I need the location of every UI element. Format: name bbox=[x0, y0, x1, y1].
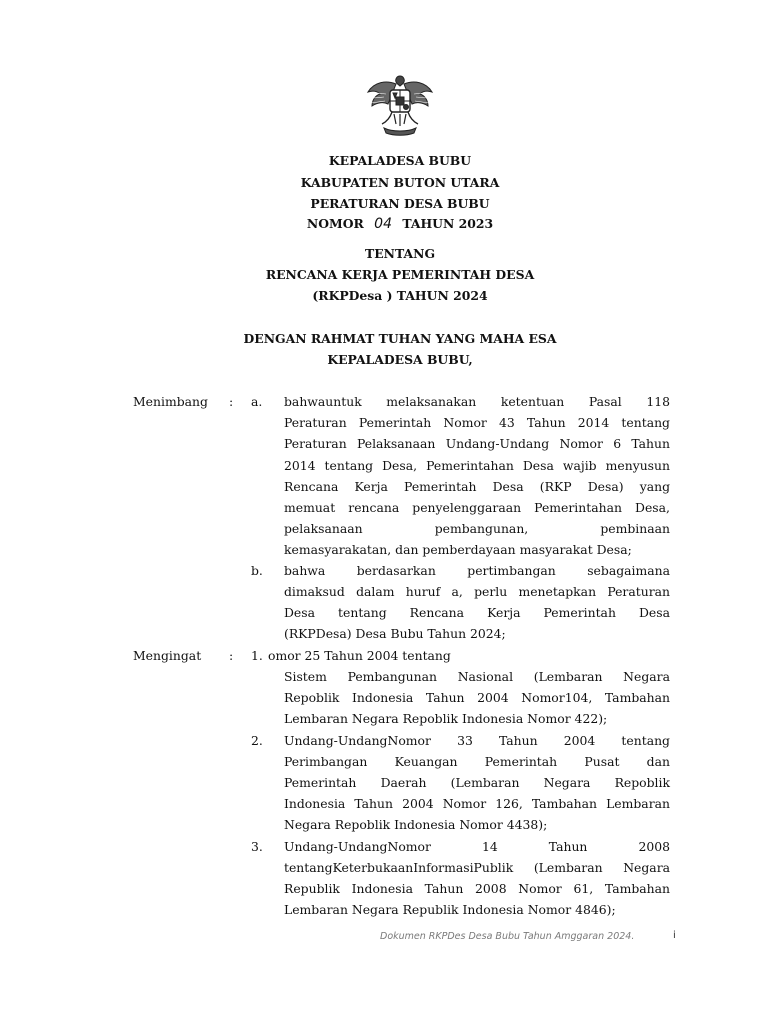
clause-line: Peraturan Pemerintah Nomor 43 Tahun 2014 tentang bbox=[284, 415, 670, 430]
clause-line: Repoblik Indonesia Tahun 2004 Nomor104, Tambahan bbox=[284, 690, 670, 705]
clause-line: tentangKeterbukaanInformasiPublik (Lembaran Negara bbox=[284, 860, 670, 875]
page-number: i bbox=[673, 930, 676, 941]
clause-line: Republik Indonesia Tahun 2008 Nomor 61, Tambahan bbox=[284, 881, 670, 896]
header-line-1: KEPALADESA BUBU bbox=[328, 153, 472, 168]
clause-line: Perimbangan Keuangan Pemerintah Pusat dan bbox=[284, 754, 670, 769]
clause-line: dimaksud dalam huruf a, perlu menetapkan Peraturan bbox=[284, 584, 670, 599]
menimbang-colon: : bbox=[229, 394, 234, 409]
clause-line: omor 25 Tahun 2004 tentang bbox=[268, 648, 451, 663]
clause-line: pelaksanaan pembangunan, pembinaan bbox=[284, 521, 670, 536]
header-line-2: KABUPATEN BUTON UTARA bbox=[300, 175, 500, 190]
clause-line: Negara Repoblik Indonesia Nomor 4438); bbox=[284, 817, 548, 832]
item-marker: a. bbox=[251, 394, 263, 409]
clause-line: memuat rencana penyelenggaraan Pemerintahan Desa, bbox=[284, 500, 670, 515]
mengingat-label: Mengingat bbox=[133, 648, 202, 663]
garuda-emblem-icon bbox=[364, 70, 436, 140]
nomor-prefix: NOMOR bbox=[306, 216, 364, 231]
clause-line: Desa tentang Rencana Kerja Pemerintah Desa bbox=[284, 605, 670, 620]
nomor-value: 04 bbox=[374, 216, 392, 232]
item-marker: 3. bbox=[251, 839, 263, 854]
document-footer: Dokumen RKPDes Desa Bubu Tahun Amggaran 2024. bbox=[380, 931, 635, 942]
title-line-2: (RKPDesa ) TAHUN 2024 bbox=[312, 288, 488, 303]
clause-line: Pemerintah Daerah (Lembaran Negara Repoblik bbox=[284, 775, 670, 790]
clause-line: Indonesia Tahun 2004 Nomor 126, Tambahan Lembaran bbox=[284, 796, 670, 811]
rahmat-line-2: KEPALADESA BUBU, bbox=[327, 352, 473, 367]
title-line-1: RENCANA KERJA PEMERINTAH DESA bbox=[265, 267, 535, 282]
clause-line: Lembaran Negara Republik Indonesia Nomor 4846); bbox=[284, 902, 616, 917]
header-line-3: PERATURAN DESA BUBU bbox=[310, 196, 490, 211]
clause-line: Sistem Pembangunan Nasional (Lembaran Negara bbox=[284, 669, 670, 684]
clause-line: Lembaran Negara Repoblik Indonesia Nomor 422); bbox=[284, 711, 608, 726]
clause-line: 2014 tentang Desa, Pemerintahan Desa wajib menyusun bbox=[284, 458, 670, 473]
mengingat-colon: : bbox=[229, 648, 234, 663]
clause-line: Undang-UndangNomor 14 Tahun 2008 bbox=[284, 839, 670, 854]
clause-line: Undang-UndangNomor 33 Tahun 2004 tentang bbox=[284, 733, 670, 748]
tentang-heading: TENTANG bbox=[364, 246, 436, 261]
item-marker: 1. bbox=[251, 648, 263, 663]
clause-line: Rencana Kerja Pemerintah Desa (RKP Desa) yang bbox=[284, 479, 670, 494]
rahmat-line-1: DENGAN RAHMAT TUHAN YANG MAHA ESA bbox=[243, 331, 557, 346]
clause-line: Peraturan Pelaksanaan Undang-Undang Nomor 6 Tahun bbox=[284, 436, 670, 451]
clause-line: (RKPDesa) Desa Bubu Tahun 2024; bbox=[284, 626, 506, 641]
item-marker: b. bbox=[251, 563, 263, 578]
clause-line: kemasyarakatan, dan pemberdayaan masyarakat Desa; bbox=[284, 542, 632, 557]
clause-line: bahwauntuk melaksanakan ketentuan Pasal 118 bbox=[284, 394, 670, 409]
item-marker: 2. bbox=[251, 733, 263, 748]
menimbang-label: Menimbang bbox=[133, 394, 208, 409]
header-nomor bbox=[0, 216, 768, 232]
clause-line: bahwa berdasarkan pertimbangan sebagaimana bbox=[284, 563, 670, 578]
nomor-suffix: TAHUN 2023 bbox=[402, 216, 494, 231]
